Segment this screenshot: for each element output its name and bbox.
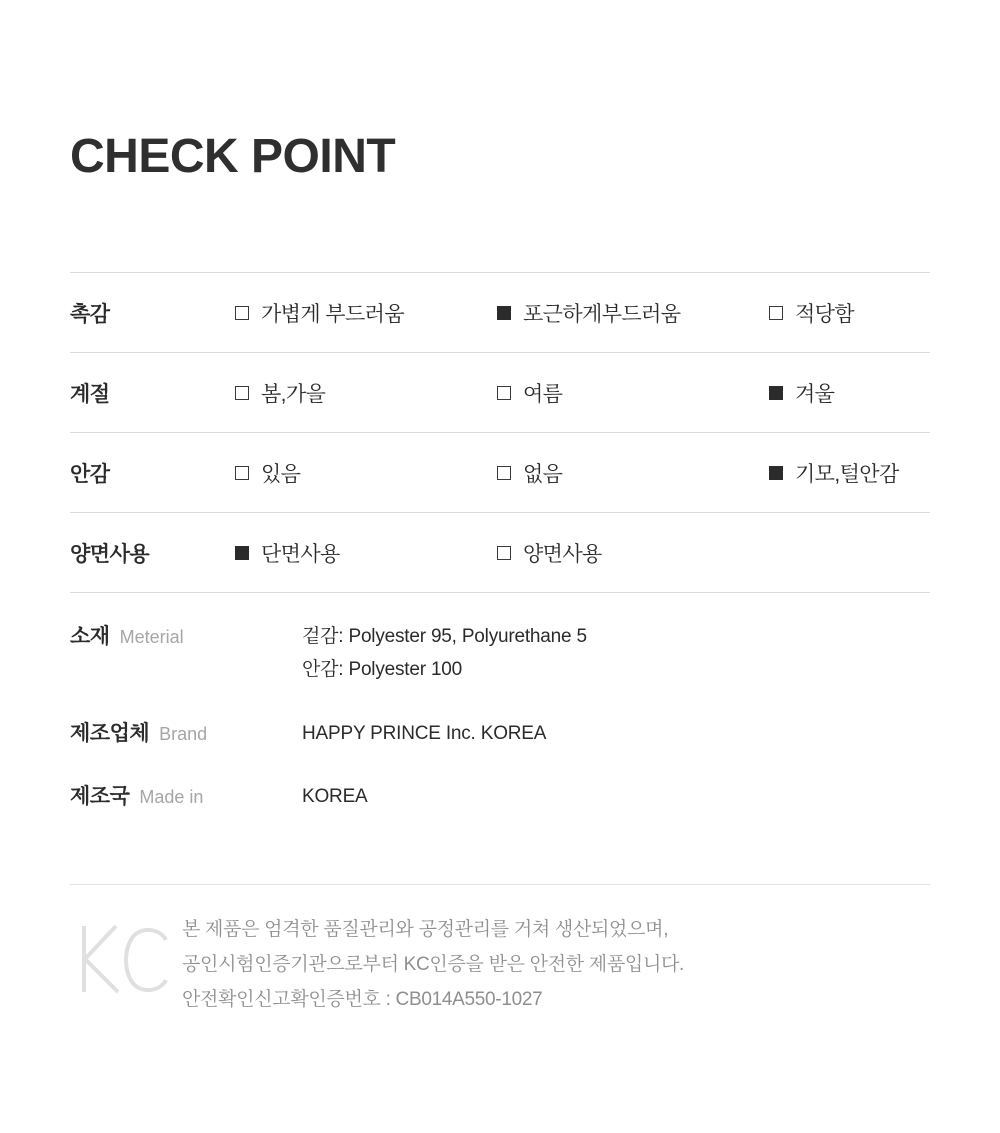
checkbox-option[interactable] <box>235 378 497 408</box>
spec-row-material <box>70 620 930 687</box>
checkbox-option[interactable] <box>497 298 769 328</box>
kc-certification-block <box>70 912 930 1017</box>
checkbox-label: 가볍게 부드러움 <box>261 302 405 326</box>
checkbox-label: 양면사용 <box>523 542 602 566</box>
spec-label-en: Brand <box>159 723 208 744</box>
checkbox-icon <box>497 546 511 560</box>
row-label-season: 계절 <box>70 382 110 406</box>
spec-label-brand <box>70 717 302 747</box>
row-label-sides: 양면사용 <box>70 542 150 566</box>
checkbox-label: 적당함 <box>795 302 855 326</box>
spec-label-ko: 제조국 <box>70 784 130 808</box>
checkbox-label: 포근하게부드러움 <box>523 302 681 326</box>
table-row <box>70 353 930 433</box>
spec-label-ko: 소재 <box>70 625 110 648</box>
checkbox-checked-icon <box>769 386 783 400</box>
checkbox-label: 봄,가을 <box>261 382 326 406</box>
page-title: CHECK POINT <box>70 130 396 183</box>
checkbox-icon <box>497 466 511 480</box>
table-row <box>70 273 930 353</box>
spec-value-brand: HAPPY PRINCE Inc. KOREA <box>302 722 547 744</box>
checkbox-label: 겨울 <box>795 382 835 406</box>
checkbox-option[interactable] <box>769 298 854 328</box>
row-options-touch <box>235 298 930 328</box>
material-outer: 겉감: Polyester 95, Polyurethane 5 <box>302 626 587 647</box>
spec-label-en: Made in <box>139 786 204 807</box>
checkbox-label: 기모,털안감 <box>795 462 899 486</box>
checkbox-icon <box>769 306 783 320</box>
row-options-sides <box>235 538 930 568</box>
checkbox-label: 여름 <box>523 382 563 406</box>
spec-list <box>70 620 930 813</box>
kc-certification-text <box>182 912 684 1017</box>
kc-text-line-3: 안전확인신고확인증번호 : CB014A550-1027 <box>182 989 543 1011</box>
checkbox-checked-icon <box>769 466 783 480</box>
checkbox-option[interactable] <box>769 378 834 408</box>
table-row <box>70 513 930 593</box>
checkbox-icon <box>497 386 511 400</box>
checkbox-icon <box>235 466 249 480</box>
spec-label-made-in <box>70 780 302 810</box>
checkbox-option[interactable] <box>769 458 899 488</box>
checkbox-option[interactable] <box>235 458 497 488</box>
checkbox-option[interactable] <box>497 458 769 488</box>
spec-label-en: Meterial <box>119 627 184 647</box>
checkbox-option[interactable] <box>235 538 497 568</box>
row-label-touch: 촉감 <box>70 302 110 326</box>
checkbox-option[interactable] <box>235 298 497 328</box>
spec-value-material <box>302 620 587 687</box>
kc-logo-icon <box>70 920 182 998</box>
kc-text-line-2: 공인시험인증기관으로부터 KC인증을 받은 안전한 제품입니다. <box>182 954 685 976</box>
checkbox-checked-icon <box>235 546 249 560</box>
row-label-lining: 안감 <box>70 462 110 486</box>
checkbox-icon <box>235 306 249 320</box>
spec-label-ko: 제조업체 <box>70 721 150 745</box>
kc-text-line-1: 본 제품은 엄격한 품질관리와 공정관리를 거쳐 생산되었으며, <box>182 919 669 940</box>
checkbox-label: 없음 <box>523 462 563 486</box>
checkbox-label: 단면사용 <box>261 542 340 566</box>
row-options-lining <box>235 458 930 488</box>
check-point-table <box>70 272 930 593</box>
checkbox-label: 있음 <box>261 462 301 486</box>
spec-label-material <box>70 620 302 650</box>
row-options-season <box>235 378 930 408</box>
material-inner: 안감: Polyester 100 <box>302 659 463 681</box>
checkbox-option[interactable] <box>497 538 769 568</box>
spec-value-made-in: KOREA <box>302 785 368 807</box>
table-row <box>70 433 930 513</box>
spec-row-made-in <box>70 780 930 813</box>
checkbox-icon <box>235 386 249 400</box>
checkbox-checked-icon <box>497 306 511 320</box>
spec-row-brand <box>70 717 930 750</box>
checkbox-option[interactable] <box>497 378 769 408</box>
footer-divider <box>70 884 930 885</box>
